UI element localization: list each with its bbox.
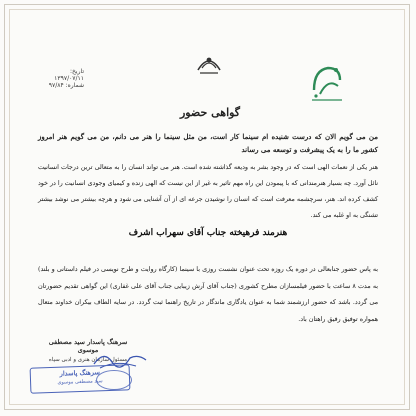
quote-paragraph: من می گویم الان که درست شنیده ام سینما کار است، من مثل سینما را هنر می دانم، من می گویم هنر امروز کشور ما را به یک پیشرفت و توسعه می رساند [38, 132, 378, 154]
recipient-name: هنرمند فرهیخته جناب آقای سهراب اشرف [128, 228, 288, 238]
signatory-name: سرهنگ پاسدار سید مصطفی موسوی [48, 338, 128, 354]
emblem-logo-icon [192, 48, 226, 78]
stamp-name: سید مصطفی موسوی [57, 378, 103, 386]
round-seal [96, 370, 132, 390]
signatory-title: مسئول سازمان هنری و ادبی سپاه [48, 357, 128, 363]
certificate-number: شماره: ۹۷/۸۴ [48, 82, 84, 89]
certificate-title: گواهی حضور [179, 106, 241, 119]
certificate-date: تاریخ: ۱۳۹۷/۰۷/۱۱ [54, 68, 84, 82]
stamp-rank: سرهنگ پاسدار [59, 368, 100, 378]
organization-logo-icon [306, 60, 348, 104]
intro-paragraph: هنر یکی از نعمات الهی است که در وجود بشر به ودیعه گذاشته شده است. هنر می تواند انسان را به متعالی ترین درجات انسانیت نائل آورد. چه بسیار هنرمندانی که با پیمودن این راه مهم تاثیر به غیر از این نیست که الهی زنده و کیمیای وجودی انسانیت را در خود کشف کرده اند. هنر، سرچشمه معرفت است که انسان را نوشیدن جرعه ای از آن آشنایی می شود و هرچه بیشتر می نوشد بیشتر تشنگی به او غلبه می کند. [38, 164, 378, 219]
body-paragraph: به پاس حضور جنابعالی در دوره یک روزه تحت عنوان نشست روزی با سینما (کارگاه روایت و طرح نویسی در فیلم داستانی و بلند) به مدت ۸ ساعت با حضور فیلمسازان مطرح کشوری (جناب آقای آرش زیبایی جناب آقای علی غفاری) این گواهی تقدیم حضورتان می گردد. باشد که حضور ارزشمند شما به عنوان یادگاری ماندگار در تاریخ راهنما ثبت گردد. در سایه الطاف بیکران خداوند متعال همواره توفیق رفیق راهتان باد. [38, 266, 378, 323]
